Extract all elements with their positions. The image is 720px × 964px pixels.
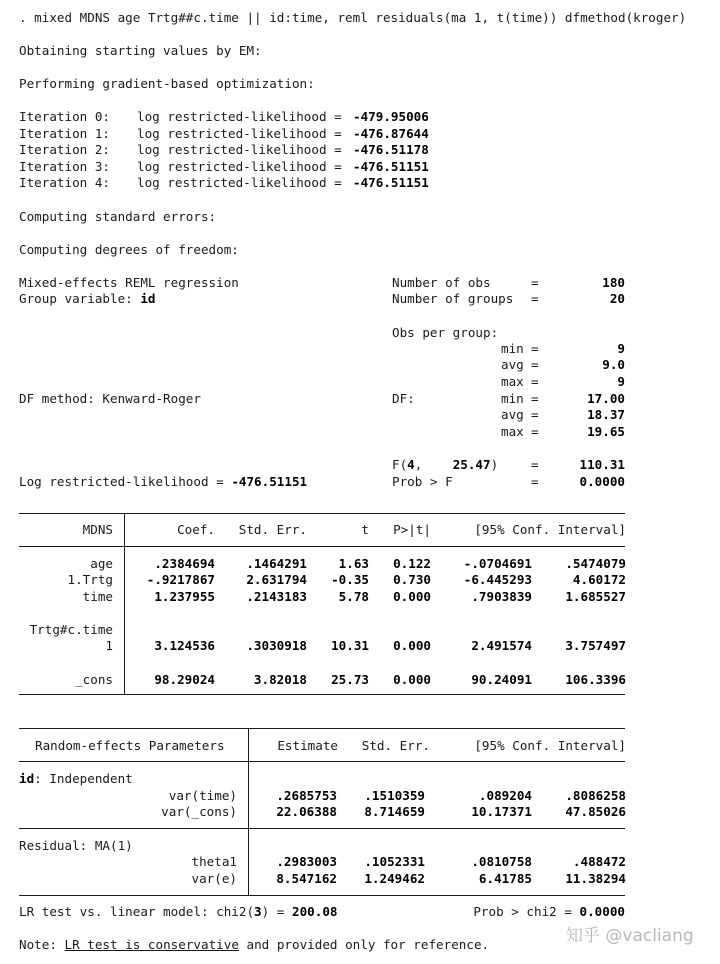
- ngroups-eq: =: [531, 291, 539, 306]
- fixed-cell: .3030918: [246, 638, 307, 653]
- nobs-label: Number of obs: [392, 275, 491, 290]
- random-col-header: Estimate: [277, 738, 338, 753]
- df-avg-eq: =: [531, 407, 539, 422]
- note-suffix: and provided only for reference.: [246, 937, 490, 952]
- random-row-name: var(e): [191, 871, 237, 886]
- iteration-label: Iteration 3:: [19, 159, 110, 174]
- random-cell: 11.38294: [565, 871, 626, 886]
- random-row-name: var(time): [168, 788, 237, 803]
- prob-f-eq: =: [531, 474, 539, 489]
- random-cell: .2685753: [276, 788, 337, 803]
- f-df1: 4: [407, 457, 415, 472]
- random-cell: 10.17371: [471, 804, 532, 819]
- fixed-row-name: 1: [105, 638, 113, 653]
- random-group-rule: [19, 828, 625, 829]
- df-max-eq: =: [531, 424, 539, 439]
- fixed-cell: 0.000: [393, 589, 431, 604]
- obs-max-value: 9: [617, 374, 625, 389]
- fixed-cell: 2.631794: [246, 572, 307, 587]
- df-avg-value: 18.37: [587, 407, 625, 422]
- fixed-cell: .7903839: [471, 589, 532, 604]
- fixed-cell: 5.78: [338, 589, 369, 604]
- iteration-value: -476.51151: [353, 159, 429, 174]
- fixed-col-header: P>|t|: [393, 522, 431, 537]
- fixed-col-header: t: [361, 522, 369, 537]
- fixed-cell: .2384694: [154, 556, 215, 571]
- random-cell: 22.06388: [276, 804, 337, 819]
- log-df: Computing degrees of freedom:: [19, 242, 239, 257]
- lr-close: ) =: [261, 904, 285, 919]
- lr-df: 3: [254, 904, 262, 919]
- df-max-label: max: [501, 424, 524, 439]
- fixed-cell: 3.757497: [565, 638, 626, 653]
- fixed-cell: 1.237955: [154, 589, 215, 604]
- f-eq: =: [531, 457, 539, 472]
- random-group-structure: : Independent: [34, 771, 133, 786]
- note-prefix: Note:: [19, 937, 57, 952]
- lr-test-line: [19, 904, 337, 920]
- random-cell: 1.249462: [364, 871, 425, 886]
- obs-min-value: 9: [617, 341, 625, 356]
- df-max-value: 19.65: [587, 424, 625, 439]
- f-df2: 25.47: [452, 457, 491, 472]
- random-cell: .1052331: [364, 854, 425, 869]
- fixed-cell: 3.82018: [253, 672, 307, 687]
- fixed-cell: -0.35: [331, 572, 369, 587]
- lr-prob: [473, 904, 625, 920]
- random-col-header: Random-effects Parameters: [35, 738, 225, 753]
- f-close: ): [490, 457, 499, 472]
- log-se: Computing standard errors:: [19, 209, 217, 224]
- prob-f-value: 0.0000: [579, 474, 625, 489]
- random-group-title: [19, 771, 133, 787]
- obs-per-group-label: Obs per group:: [392, 325, 499, 340]
- f-test: F(4, 25.47): [392, 457, 499, 472]
- fixed-cell: .1464291: [246, 556, 307, 571]
- model-title: Mixed-effects REML regression: [19, 275, 239, 290]
- fixed-top-rule: [19, 513, 625, 514]
- iteration-text: log restricted-likelihood =: [137, 159, 342, 174]
- obs-max-label: max: [501, 374, 524, 389]
- random-cell: .8086258: [565, 788, 626, 803]
- iteration-value: -476.51178: [353, 142, 429, 157]
- random-cell: 8.714659: [364, 804, 425, 819]
- random-top-rule: [19, 728, 625, 729]
- random-bottom-rule: [19, 895, 625, 896]
- iteration-text: log restricted-likelihood =: [137, 142, 342, 157]
- random-row-name: theta1: [191, 854, 237, 869]
- fixed-bottom-rule: [19, 694, 625, 695]
- fixed-row-name: 1.Trtg: [67, 572, 113, 587]
- obs-avg-eq: =: [531, 357, 539, 372]
- obs-min-label: min: [501, 341, 524, 356]
- df-label: DF:: [392, 391, 415, 406]
- random-group-title: [19, 838, 133, 854]
- log-em: Obtaining starting values by EM:: [19, 43, 262, 58]
- random-col-header: [95% Conf. Interval]: [474, 738, 626, 753]
- command-line: . mixed MDNS age Trtg##c.time || id:time, reml residuals(ma 1, t(time)) dfmethod(kroger): [19, 10, 687, 25]
- random-cell: 47.85026: [565, 804, 626, 819]
- fixed-cell: 4.60172: [572, 572, 626, 587]
- fixed-vertical-rule: [124, 513, 125, 694]
- lr-chi2: 200.08: [291, 904, 338, 919]
- random-row-name: var(_cons): [161, 804, 237, 819]
- lr-label: LR test vs. linear model: chi2(: [19, 904, 255, 919]
- zhihu-watermark: 知乎 @vacliang: [566, 926, 694, 946]
- iteration-text: log restricted-likelihood =: [137, 126, 342, 141]
- fixed-cell: 0.730: [393, 572, 431, 587]
- fixed-col-header: Coef.: [177, 522, 215, 537]
- df-min-value: 17.00: [587, 391, 625, 406]
- iteration-value: -479.95006: [353, 109, 429, 124]
- fixed-col-header: [95% Conf. Interval]: [474, 522, 626, 537]
- fixed-row-name: time: [82, 589, 113, 604]
- ll-label: Log restricted-likelihood =: [19, 474, 224, 489]
- fixed-cell: 10.31: [331, 638, 369, 653]
- f-value: 110.31: [579, 457, 625, 472]
- log-gradient: Performing gradient-based optimization:: [19, 76, 315, 91]
- obs-avg-value: 9.0: [602, 357, 625, 372]
- iteration-text: log restricted-likelihood =: [137, 175, 342, 190]
- log-likelihood-line: [19, 474, 307, 490]
- fixed-cell: 98.29024: [154, 672, 215, 687]
- df-avg-label: avg: [501, 407, 524, 422]
- fixed-cell: 25.73: [331, 672, 369, 687]
- random-col-header: Std. Err.: [361, 738, 430, 753]
- random-cell: 6.41785: [478, 871, 532, 886]
- note-line: [19, 937, 489, 953]
- f-label: F(: [392, 457, 408, 472]
- df-min-eq: =: [531, 391, 539, 406]
- random-group-structure: Residual: MA(1): [19, 838, 133, 853]
- fixed-cell: 1.685527: [565, 589, 626, 604]
- prob-f-label: Prob > F: [392, 474, 453, 489]
- random-cell: .089204: [478, 788, 532, 803]
- fixed-cell: .2143183: [246, 589, 307, 604]
- random-header-rule: [19, 761, 625, 762]
- obs-max-eq: =: [531, 374, 539, 389]
- group-label: Group variable:: [19, 291, 133, 306]
- fixed-cell: -.0704691: [463, 556, 532, 571]
- lr-prob-label: Prob > chi2 =: [473, 904, 572, 919]
- fixed-cell: -6.445293: [463, 572, 532, 587]
- ngroups-label: Number of groups: [392, 291, 514, 306]
- fixed-cell: 2.491574: [471, 638, 532, 653]
- group-variable: [19, 291, 156, 307]
- fixed-row-name: _cons: [75, 672, 113, 687]
- fixed-row-name: Trtg#c.time: [29, 622, 113, 637]
- iteration-text: log restricted-likelihood =: [137, 109, 342, 124]
- nobs-value: 180: [602, 275, 625, 290]
- random-cell: .0810758: [471, 854, 532, 869]
- fixed-cell: 3.124536: [154, 638, 215, 653]
- iteration-label: Iteration 0:: [19, 109, 110, 124]
- fixed-cell: 1.63: [338, 556, 369, 571]
- random-cell: .1510359: [364, 788, 425, 803]
- iteration-value: -476.87644: [353, 126, 429, 141]
- fixed-cell: 106.3396: [565, 672, 626, 687]
- fixed-cell: .5474079: [565, 556, 626, 571]
- iteration-label: Iteration 4:: [19, 175, 110, 190]
- obs-min-eq: =: [531, 341, 539, 356]
- random-cell: .488472: [572, 854, 626, 869]
- ll-value: -476.51151: [231, 474, 308, 489]
- df-min-label: min: [501, 391, 524, 406]
- random-vertical-rule: [248, 728, 249, 895]
- iteration-label: Iteration 1:: [19, 126, 110, 141]
- fixed-col-header: MDNS: [82, 522, 113, 537]
- fixed-cell: 0.000: [393, 672, 431, 687]
- random-cell: 8.547162: [276, 871, 337, 886]
- lr-prob-value: 0.0000: [579, 904, 625, 919]
- df-method: DF method: Kenward-Roger: [19, 391, 201, 406]
- fixed-cell: 0.122: [393, 556, 431, 571]
- iteration-label: Iteration 2:: [19, 142, 110, 157]
- nobs-eq: =: [531, 275, 539, 290]
- fixed-cell: 90.24091: [471, 672, 532, 687]
- group-var: id: [140, 291, 156, 306]
- fixed-cell: 0.000: [393, 638, 431, 653]
- fixed-cell: -.9217867: [146, 572, 215, 587]
- fixed-row-name: age: [90, 556, 113, 571]
- fixed-header-rule: [19, 546, 625, 547]
- fixed-col-header: Std. Err.: [238, 522, 307, 537]
- iteration-value: -476.51151: [353, 175, 429, 190]
- random-cell: .2983003: [276, 854, 337, 869]
- obs-avg-label: avg: [501, 357, 524, 372]
- random-group-var: id: [19, 771, 35, 786]
- note-link[interactable]: LR test is conservative: [64, 937, 239, 952]
- ngroups-value: 20: [609, 291, 625, 306]
